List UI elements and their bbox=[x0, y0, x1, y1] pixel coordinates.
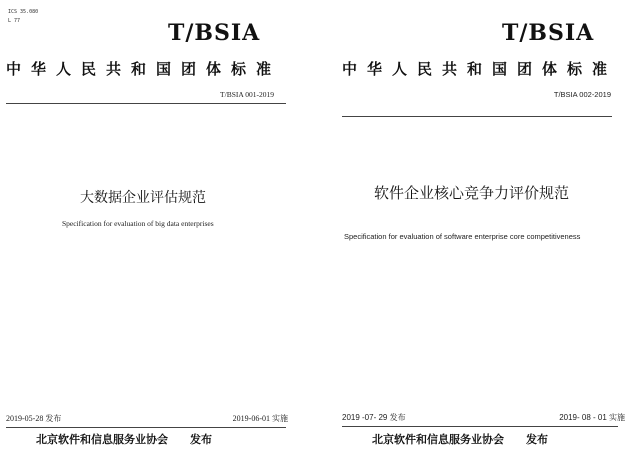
issuer-name: 北京软件和信息服务业协会 bbox=[372, 433, 504, 446]
title-chinese: 软件企业核心竞争力评价规范 bbox=[374, 184, 570, 202]
publish-date: 2019 -07- 29 发布 bbox=[342, 413, 406, 422]
implement-date: 2019-06-01 实施 bbox=[232, 414, 288, 423]
issuer-name: 北京软件和信息服务业协会 bbox=[36, 433, 168, 446]
divider-bottom bbox=[342, 426, 618, 427]
standard-brand: T/BSIA bbox=[502, 20, 595, 46]
title-english: Specification for evaluation of software enterprise core competitiveness bbox=[344, 232, 581, 241]
issue-word: 发布 bbox=[190, 433, 212, 446]
divider-top bbox=[342, 116, 612, 117]
standard-number: T/BSIA 001-2019 bbox=[220, 90, 274, 99]
issue-word: 发布 bbox=[526, 433, 548, 446]
issuer-line bbox=[372, 431, 548, 447]
standard-cover-left bbox=[0, 0, 300, 455]
implement-date: 2019- 08 - 01 实施 bbox=[559, 413, 625, 422]
publish-date: 2019-05-28 发布 bbox=[6, 414, 62, 423]
standard-cover-right bbox=[330, 0, 639, 455]
title-chinese: 大数据企业评估规范 bbox=[80, 190, 206, 206]
title-english: Specification for evaluation of big data enterprises bbox=[62, 219, 214, 228]
ics-code: ICS 35.080 bbox=[8, 9, 39, 15]
issuer-line bbox=[36, 431, 212, 447]
standard-number: T/BSIA 002-2019 bbox=[553, 90, 611, 99]
classification-codes bbox=[8, 8, 38, 26]
divider-bottom bbox=[6, 427, 286, 428]
standard-type-heading: 中华人民共和国团体标准 bbox=[342, 60, 618, 78]
standard-brand: T/BSIA bbox=[168, 20, 261, 46]
ccs-code: L 77 bbox=[8, 18, 21, 24]
divider-top bbox=[6, 103, 286, 104]
standard-type-heading: 中华人民共和国团体标准 bbox=[6, 60, 282, 78]
